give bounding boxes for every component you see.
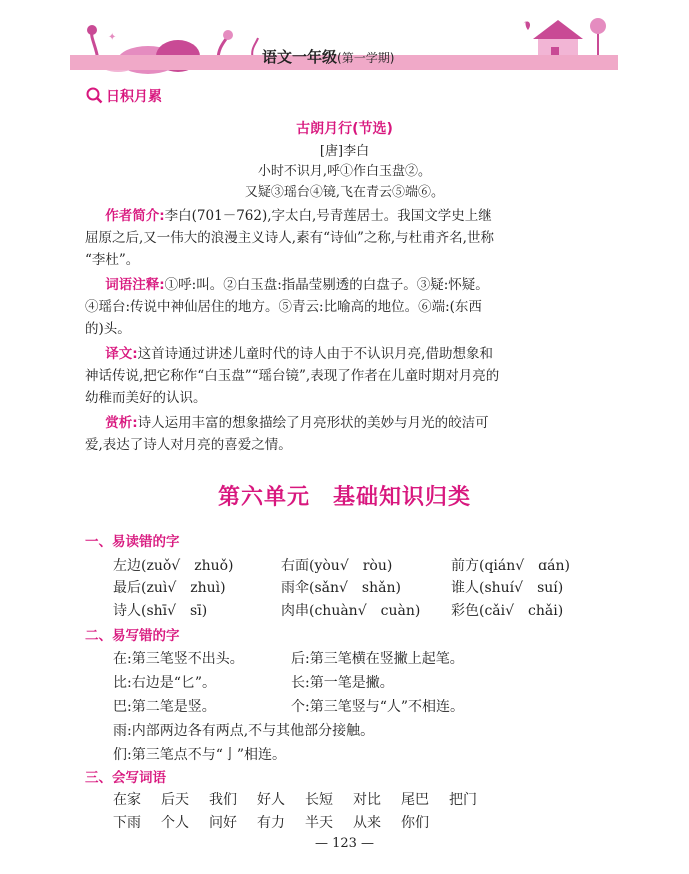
vocab-notes (85, 274, 610, 340)
stroke-tip: 们:第三笔点不与“亅”相连。 (113, 747, 287, 763)
translation-line-2: 神话传说,把它称作“白玉盘”“瑶台镜”,表现了作者在儿童时期对月亮的 (85, 368, 500, 384)
stroke-tip: 巴:第二笔是竖。 (113, 699, 216, 715)
poem-title: 古朗月行(节选) (296, 121, 393, 137)
vocab-word: 我们 (209, 792, 237, 808)
appreciation-label: 赏析: (105, 415, 138, 431)
pinyin-item: 最后(zuì√ zhuì) (113, 580, 226, 596)
poem-line-2: 又疑③瑶台④镜,飞在青云⑤端⑥。 (244, 185, 445, 200)
section-heading (85, 86, 162, 106)
stroke-tip: 个:第三笔竖与“人”不相连。 (291, 699, 465, 715)
magnifier-icon (85, 86, 103, 104)
author-intro-line-1 (85, 205, 610, 227)
vocab-word: 半天 (305, 815, 333, 831)
poem-author: [唐]李白 (319, 144, 370, 159)
poem-line-1: 小时不识月,呼①作白玉盘②。 (257, 164, 432, 179)
svg-text:✦: ✦ (108, 32, 117, 43)
pinyin-item: 右面(yòu√ ròu) (281, 558, 393, 574)
section-heading-label: 日积月累 (106, 89, 162, 105)
translation (85, 343, 610, 409)
vocab-word: 你们 (401, 815, 429, 831)
vocab-word: 个人 (161, 815, 189, 831)
vocab-word: 在家 (113, 792, 141, 808)
appreciation-line-1 (85, 412, 610, 434)
vocab-notes-line-3: 的)头。 (85, 321, 131, 337)
vocab-word: 从来 (353, 815, 381, 831)
vocab-notes-text-1: ①呼:叫。②白玉盘:指晶莹剔透的白盘子。③疑:怀疑。 (164, 277, 489, 293)
author-intro-label: 作者简介: (105, 208, 165, 224)
vocab-word: 对比 (353, 792, 381, 808)
pinyin-item: 诗人(shī√ sī) (113, 603, 208, 619)
vocab-word: 长短 (305, 792, 333, 808)
author-intro-line-2: 屈原之后,又一伟大的浪漫主义诗人,素有“诗仙”之称,与杜甫齐名,世称 (85, 230, 494, 246)
vocab-word: 后天 (161, 792, 189, 808)
pinyin-item: 前方(qián√ ɑán) (451, 558, 570, 574)
appreciation-line-2: 爱,表达了诗人对月亮的喜爱之情。 (85, 437, 292, 453)
header-subtitle: (第一学期) (337, 51, 395, 65)
appreciation (85, 412, 610, 456)
page-number: — 123 — (314, 836, 375, 851)
translation-line-1 (85, 343, 610, 365)
vocab-word: 好人 (257, 792, 285, 808)
part3-row-2 (113, 812, 449, 832)
translation-line-3: 幼稚而美好的认识。 (85, 390, 207, 406)
vocab-notes-line-1 (85, 274, 610, 296)
part3-row-1 (113, 789, 497, 809)
part3-heading: 三、会写词语 (85, 770, 166, 786)
stroke-tip: 比:右边是“匕”。 (113, 675, 217, 691)
vocab-word: 把门 (449, 792, 477, 808)
header-title-text: 语文一年级 (262, 48, 338, 66)
vocab-word: 有力 (257, 815, 285, 831)
unit-title: 第六单元 基础知识归类 (217, 485, 471, 510)
author-intro-line-3: “李杜”。 (85, 252, 140, 268)
translation-label: 译文: (105, 346, 138, 362)
header-title (262, 46, 394, 67)
stroke-tip: 后:第三笔横在竖撇上起笔。 (291, 651, 464, 667)
stroke-tip: 在:第三笔竖不出头。 (113, 651, 244, 667)
translation-text-1: 这首诗通过讲述儿童时代的诗人由于不认识月亮,借助想象和 (137, 346, 493, 362)
pinyin-item: 肉串(chuàn√ cuàn) (281, 603, 421, 619)
stroke-tip: 雨:内部两边各有两点,不与其他部分接触。 (113, 723, 375, 739)
pinyin-item: 谁人(shuí√ suí) (451, 580, 564, 596)
part2-heading: 二、易写错的字 (85, 628, 180, 644)
stroke-tip: 长:第一笔是撇。 (291, 675, 394, 691)
appreciation-text-1: 诗人运用丰富的想象描绘了月亮形状的美妙与月光的皎洁可 (137, 415, 489, 431)
vocab-notes-label: 词语注释: (105, 277, 165, 293)
author-intro (85, 205, 610, 271)
vocab-notes-line-2: ④瑶台:传说中神仙居住的地方。⑤青云:比喻高的地位。⑥端:(东西 (85, 299, 482, 315)
part1-heading: 一、易读错的字 (85, 534, 180, 550)
vocab-word: 问好 (209, 815, 237, 831)
pinyin-item: 彩色(cǎi√ chǎi) (451, 603, 564, 619)
vocab-word: 尾巴 (401, 792, 429, 808)
pinyin-item: 雨伞(sǎn√ shǎn) (281, 580, 401, 596)
author-intro-text-1: 李白(701－762),字太白,号青莲居士。我国文学史上继 (164, 208, 492, 224)
pinyin-item: 左边(zuǒ√ zhuǒ) (113, 558, 234, 574)
vocab-word: 下雨 (113, 815, 141, 831)
